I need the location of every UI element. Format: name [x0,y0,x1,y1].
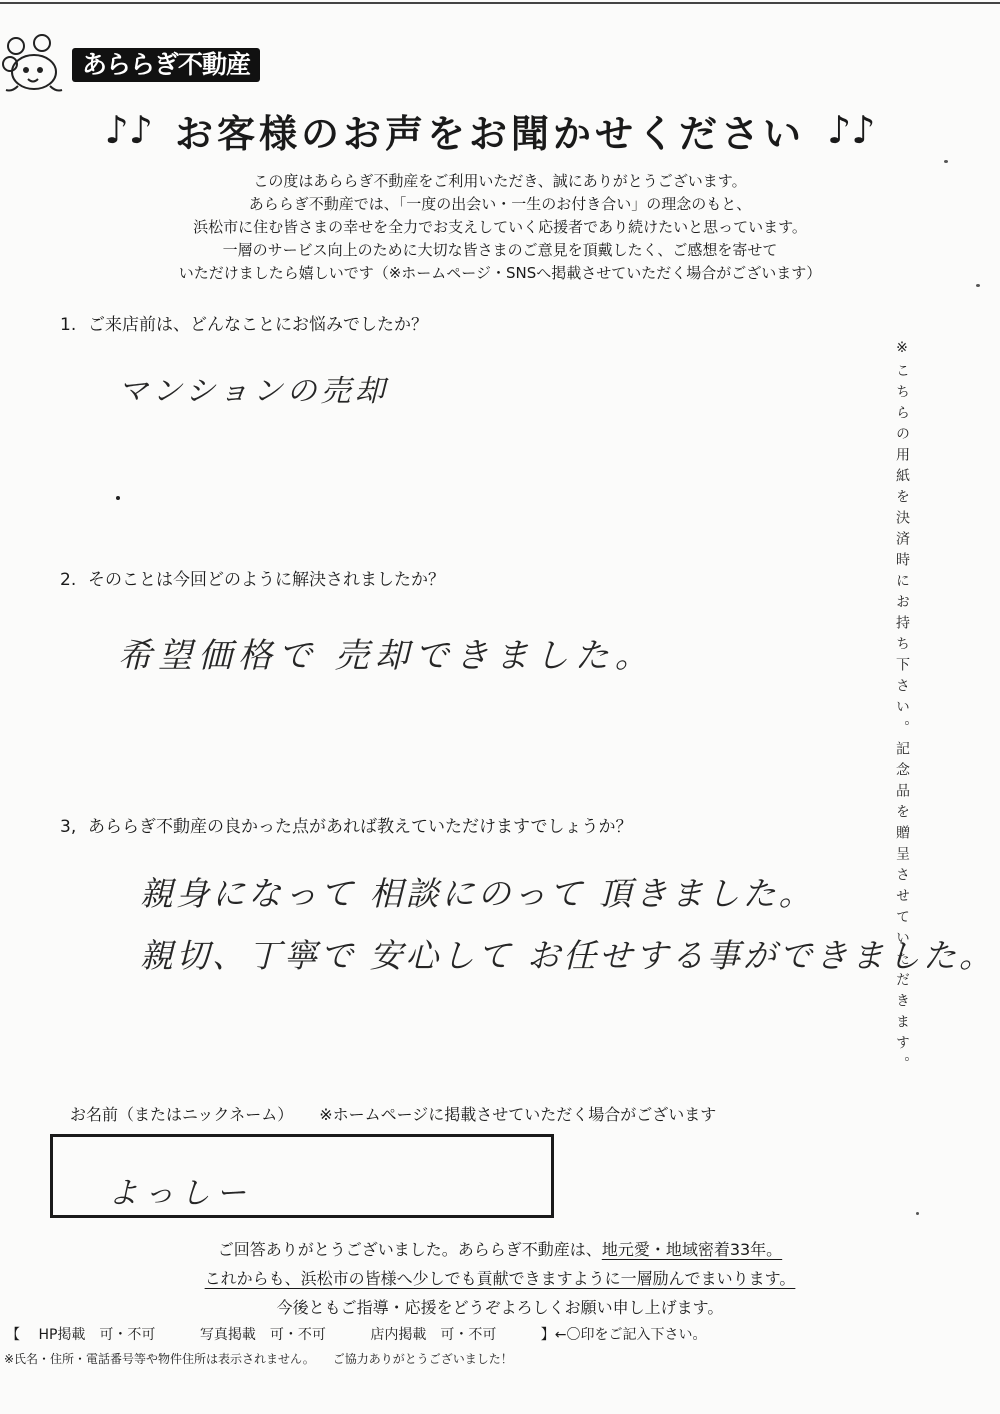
intro-line: いただけましたら嬉しいです（※ホームページ・SNSへ掲載させていただく場合がございます） [178,264,822,282]
question-text: そのことは今回どのように解決されましたか？ [88,570,445,590]
question-text: あららぎ不動産の良かった点があれば教えていただけますでしょうか？ [88,817,633,837]
answer-2-handwritten: 希望価格で 売却できました。 [118,636,655,676]
mascot-icon [2,34,68,96]
question-number: 2. [60,570,77,590]
question-number: 3, [60,817,77,837]
closing-text: ご回答ありがとうございました。あららぎ不動産は、 [217,1240,602,1259]
music-notes-right-icon: ♪♪ [827,108,876,152]
question-3 [60,812,633,837]
intro-line: この度はあららぎ不動産をご利用いただき、誠にありがとうございます。 [253,172,747,190]
closing-message [60,1235,940,1322]
consent-row [6,1324,707,1344]
closing-line: これからも、浜松市の皆様へ少しでも貢献できますように一層励んでまいります。 [204,1269,796,1288]
music-notes-left-icon: ♪♪ [104,108,153,152]
closing-emphasis: 地元愛・地域密着33年。 [601,1240,783,1259]
question-text: ご来店前は、どんなことにお悩みでしたか？ [88,315,428,335]
company-logo: あららぎ不動産 [72,48,260,82]
intro-line: あららぎ不動産では、「一度の出会い・一生のお付き合い」の理念のもと、 [248,195,752,213]
ink-mark [116,496,120,500]
hp-consent-option[interactable]: HP掲載 可・不可 [38,1327,156,1343]
name-value-handwritten: よっしー [108,1176,252,1211]
store-consent-option[interactable]: 店内掲載 可・不可 [370,1327,497,1343]
question-1 [60,310,428,335]
closing-line: 今後ともご指導・応援をどうぞよろしくお願い申し上げます。 [276,1298,724,1317]
top-border [0,2,1000,4]
side-note-vertical: ※こちらの用紙を決済時にお持ち下さい。記念品を贈呈させていただきます。 [894,340,910,1077]
page-title-row [30,104,950,156]
page-title: お客様のお声をお聞かせください [174,111,805,156]
question-number: 1. [60,315,77,335]
answer-1-handwritten: マンションの売却 [118,374,389,409]
scan-speck [916,1212,919,1215]
scan-speck [976,284,980,287]
photo-consent-option[interactable]: 写真掲載 可・不可 [199,1327,326,1343]
bracket-open: 【 [6,1327,20,1343]
privacy-note-row [4,1350,513,1367]
intro-line: 浜松市に住む皆さまの幸せを全力でお支えしていく応援者であり続けたいと思っています。 [193,218,807,236]
name-label: お名前（またはニックネーム） [70,1105,294,1124]
intro-line: 一層のサービス向上のために大切な皆さまのご意見を頂戴したく、ご感想を寄せて [222,241,778,259]
consent-instruction: 】←〇印をご記入下さい。 [540,1327,707,1343]
question-2 [60,565,445,590]
closing-line [60,1235,940,1264]
name-label-row [70,1102,716,1125]
answer-3-line-2-handwritten: 親切、丁寧で 安心して お任せする事ができました。 [140,936,995,975]
name-publish-note: ※ホームページに掲載させていただく場合がございます [319,1105,717,1124]
scan-speck [944,160,948,163]
privacy-note: ※氏名・住所・電話番号等や物件住所は表示されません。 [4,1352,315,1366]
thanks-note: ご協力ありがとうございました！ [332,1352,513,1366]
intro-text [60,170,940,285]
answer-3-line-1-handwritten: 親身になって 相談にのって 頂きました。 [140,874,815,913]
